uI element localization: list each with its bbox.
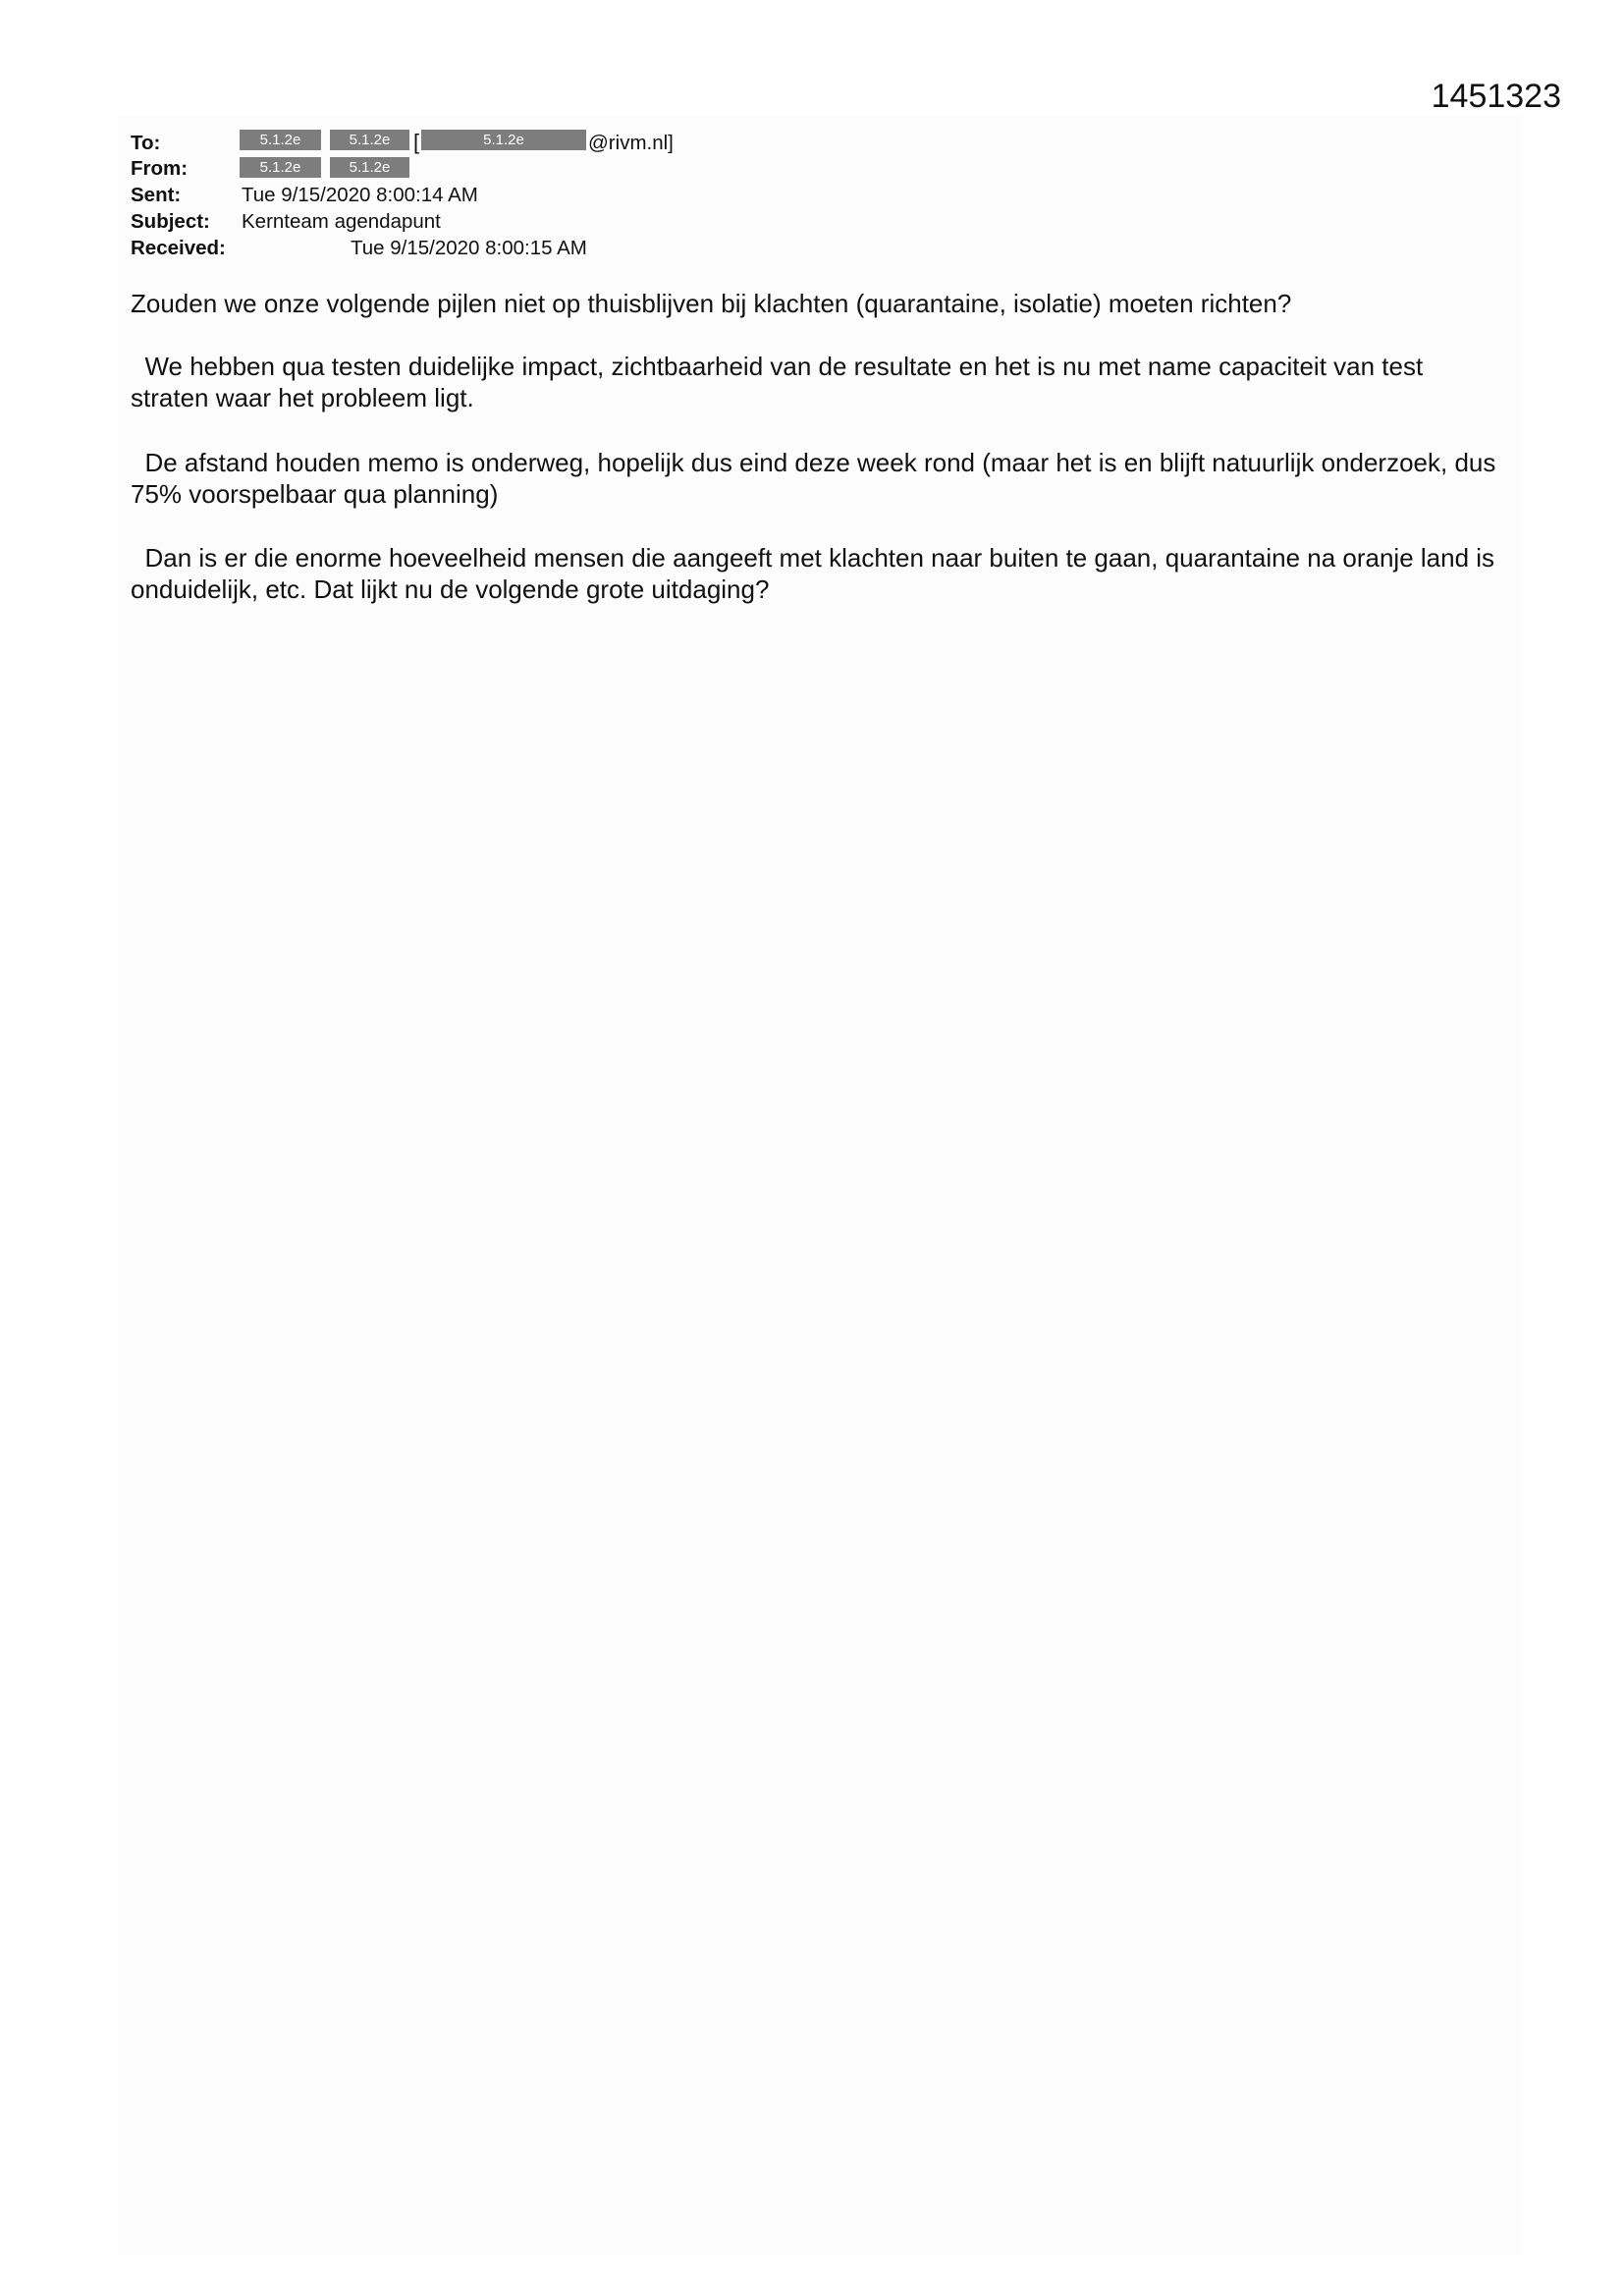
subject-label: Subject: [131, 210, 210, 233]
body-paragraph-2: We hebben qua testen duidelijke impact, zichtbaarheid van de resultate en het is nu met name capaciteit van test straten waar het probleem ligt. [131, 352, 1431, 412]
sent-label: Sent: [131, 184, 182, 206]
redacted-recipient-email: 5.1.2e [421, 130, 586, 150]
received-label: Received: [131, 237, 226, 259]
redacted-sender-2: 5.1.2e [330, 157, 409, 178]
body-paragraph-4: Dan is er die enorme hoeveelheid mensen die aangeeft met klachten naar buiten te gaan, quarantaine na oranje land is onduidelijk, etc. Dat lijkt nu de volgende grote uitdaging? [131, 543, 1502, 604]
redacted-recipient-2: 5.1.2e [330, 130, 409, 150]
document-number: 1451323 [1431, 78, 1561, 115]
body-paragraph-1: Zouden we onze volgende pijlen niet op thuisblijven bij klachten (quarantaine, isolatie) moeten richten? [131, 289, 1292, 318]
redacted-recipient-1: 5.1.2e [240, 130, 321, 150]
subject-value: Kernteam agendapunt [242, 210, 441, 233]
to-label: To: [131, 132, 161, 154]
to-email-domain: @rivm.nl] [588, 132, 674, 154]
received-value: Tue 9/15/2020 8:00:15 AM [351, 237, 587, 259]
body-paragraph-3: De afstand houden memo is onderweg, hopelijk dus eind deze week rond (maar het is en blijft natuurlijk onderzoek, dus 75% voorspelbaar qua planning) [131, 448, 1503, 509]
redacted-sender-1: 5.1.2e [240, 157, 321, 178]
from-label: From: [131, 157, 189, 180]
scanned-page-area [118, 116, 1520, 2255]
sent-value: Tue 9/15/2020 8:00:14 AM [242, 184, 478, 206]
to-open-bracket: [ [413, 130, 420, 154]
